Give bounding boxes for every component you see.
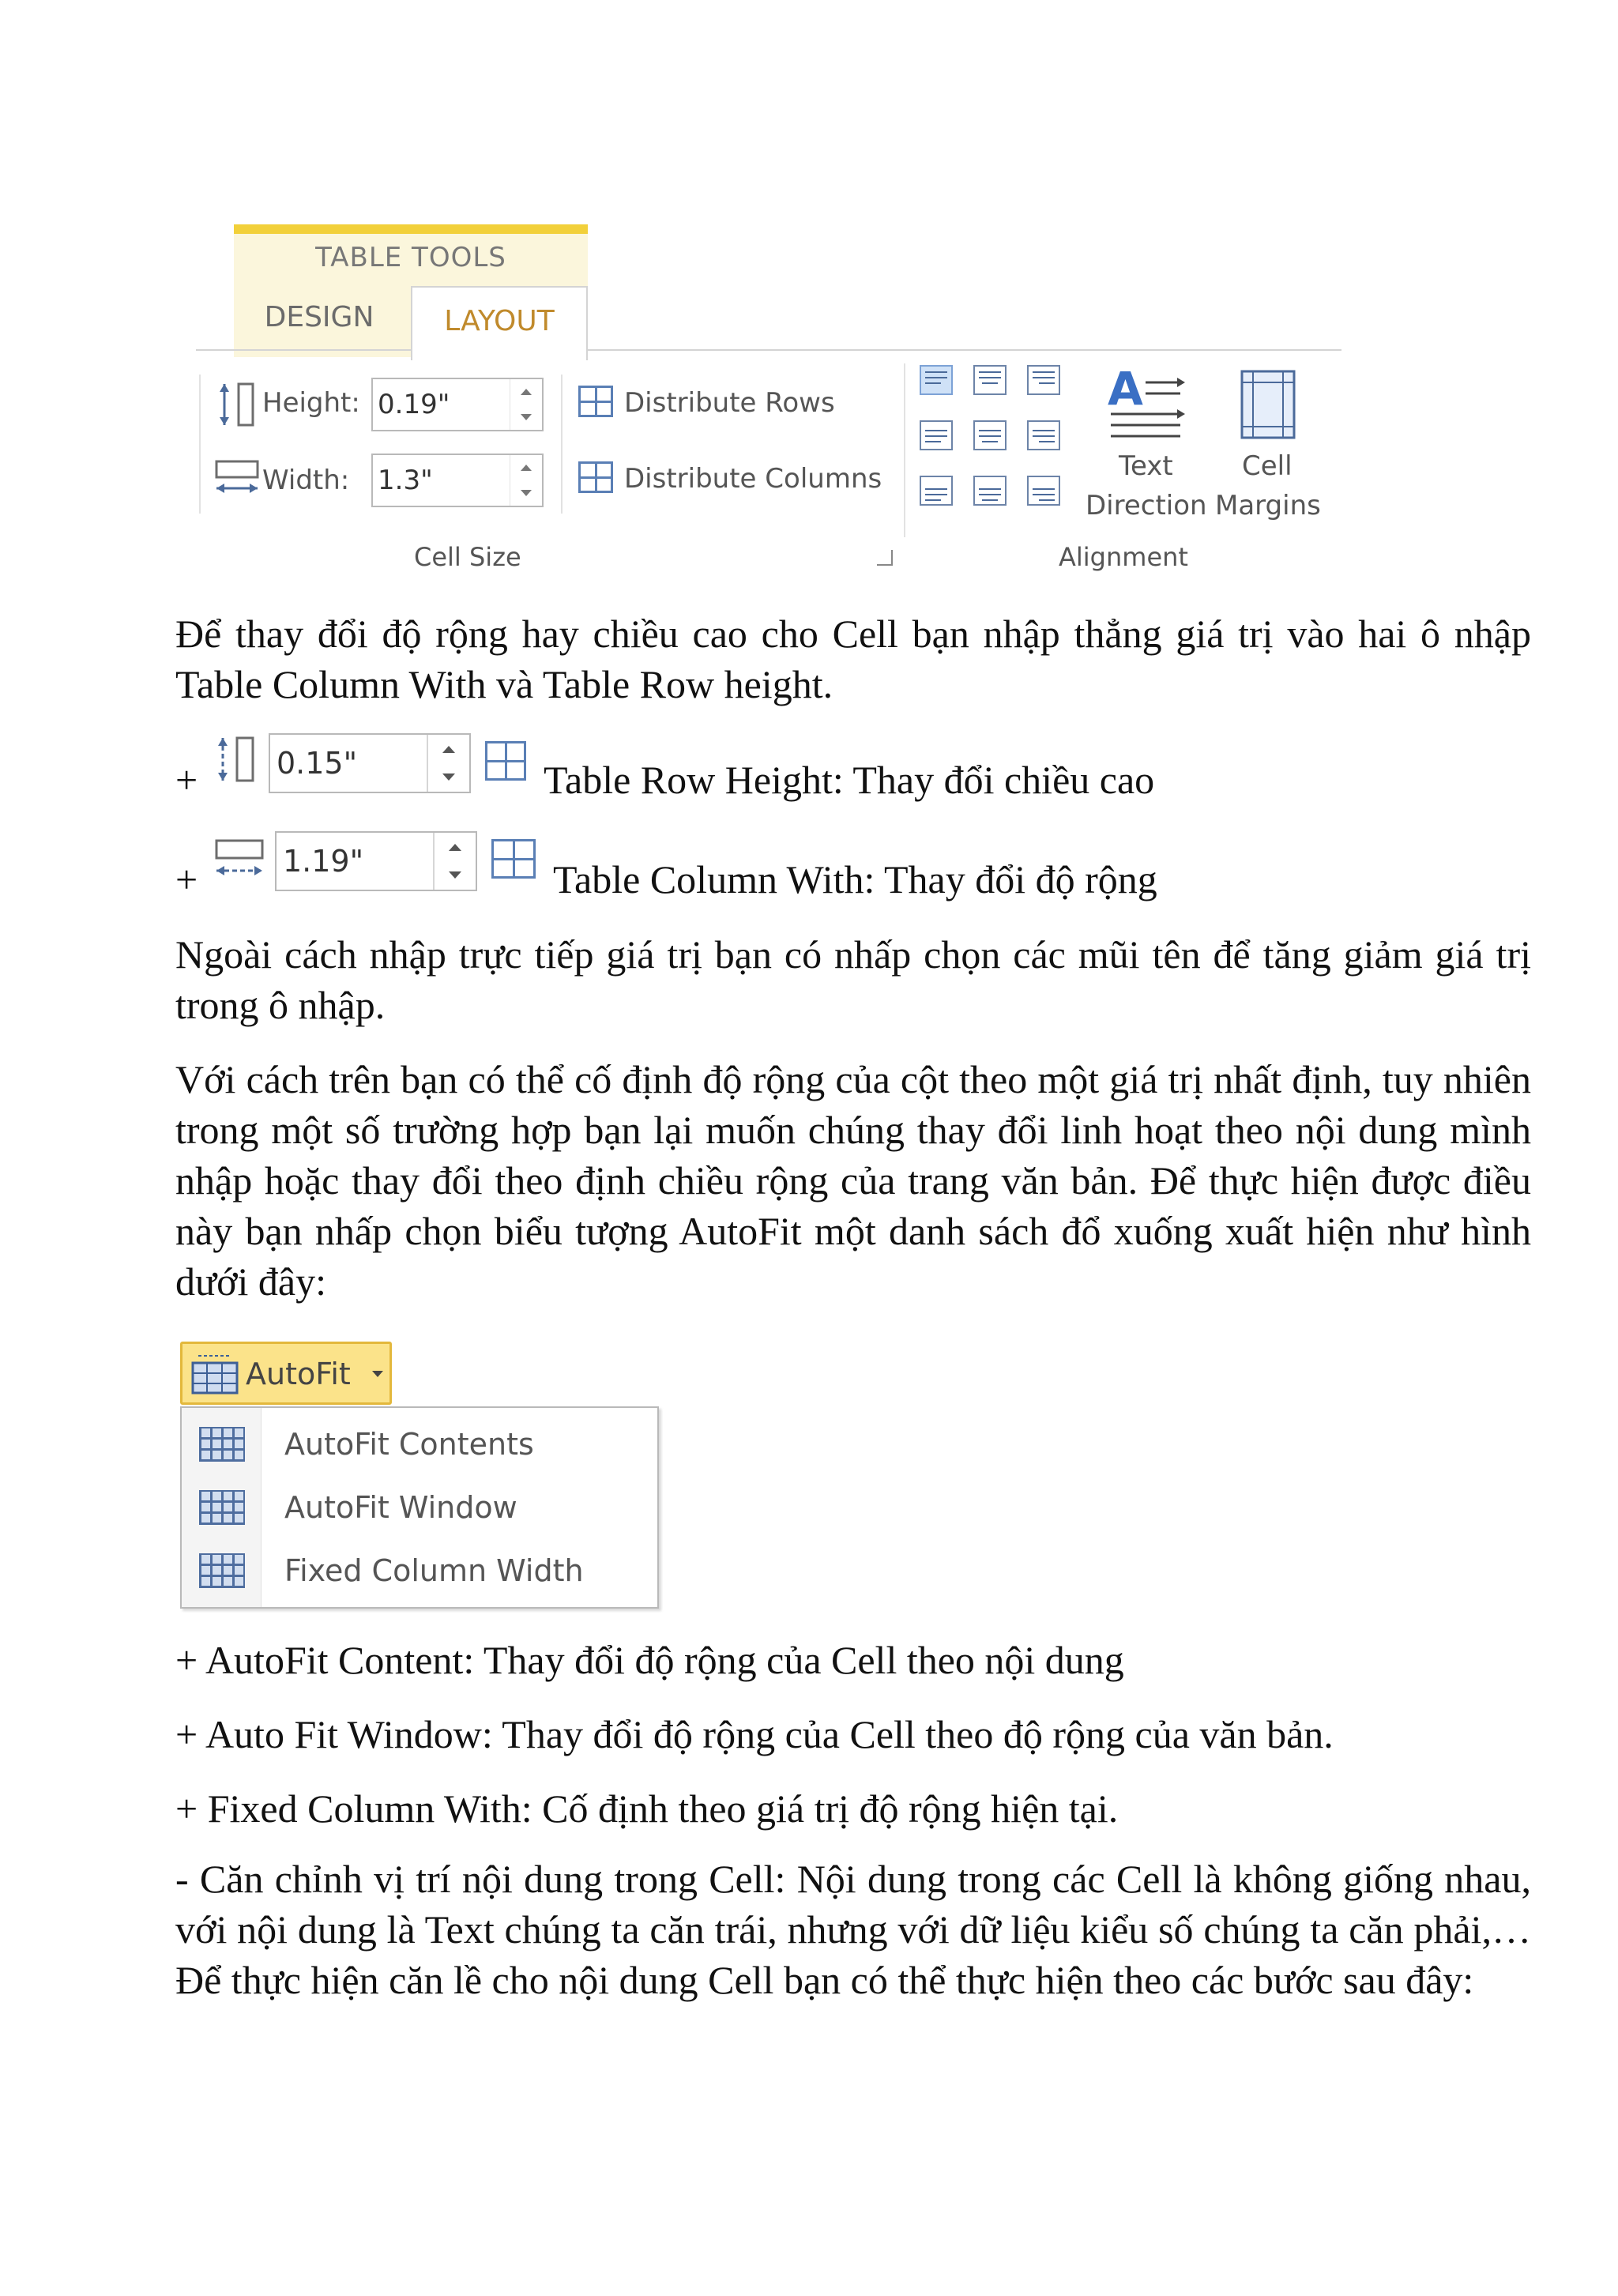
column-width-input[interactable] [275, 831, 477, 891]
text-direction-label-1: Text [1119, 450, 1173, 482]
svg-text:A: A [1108, 362, 1143, 416]
width-input[interactable] [371, 454, 544, 507]
distribute-columns-icon [578, 461, 613, 493]
group-separator [904, 363, 905, 537]
menu-item-label: Fixed Column Width [284, 1553, 584, 1588]
ribbon-divider [196, 349, 1341, 351]
autofit-contents-icon [199, 1427, 245, 1462]
paragraph-2: Ngoài cách nhập trực tiếp giá trị bạn có nhấp chọn các mũi tên để tăng giảm giá trị trong ô nhập. [175, 932, 1531, 1027]
column-width-value: 1.19" [283, 844, 364, 879]
cell-size-dialog-launcher[interactable] [877, 550, 893, 566]
autofit-window-icon [199, 1490, 245, 1525]
autofit-button[interactable] [180, 1342, 392, 1405]
align-top-left-button[interactable] [920, 365, 953, 395]
group-separator [561, 375, 563, 514]
align-middle-left-button[interactable] [920, 420, 953, 450]
height-input[interactable] [371, 378, 544, 431]
menu-item-autofit-contents[interactable] [182, 1413, 657, 1476]
column-width-description: Table Column With: Thay đổi độ rộng [553, 857, 1157, 901]
column-width-icon [213, 458, 261, 499]
distribute-rows-icon [485, 741, 526, 781]
align-top-center-button[interactable] [973, 365, 1007, 395]
align-bottom-right-button[interactable] [1027, 476, 1060, 506]
table-tools-label: TABLE TOOLS [315, 242, 506, 273]
menu-item-autofit-window[interactable] [182, 1476, 657, 1539]
bullet-autofit-content: + AutoFit Content: Thay đổi độ rộng của Cell theo nội dung [175, 1638, 1124, 1682]
distribute-rows-icon [578, 386, 613, 417]
tab-design[interactable]: DESIGN [264, 301, 374, 333]
height-spinner[interactable] [510, 379, 542, 430]
height-value: 0.19" [378, 389, 450, 420]
width-label: Width: [262, 465, 350, 496]
cell-size-group-label: Cell Size [414, 542, 521, 572]
align-middle-right-button[interactable] [1027, 420, 1060, 450]
group-separator [199, 375, 201, 514]
row-prefix: + [175, 758, 198, 802]
cell-margins-label-1: Cell [1242, 450, 1293, 482]
menu-item-label: AutoFit Contents [284, 1427, 534, 1462]
menu-item-fixed-column-width[interactable] [182, 1539, 657, 1602]
align-bottom-left-button[interactable] [920, 476, 953, 506]
width-spinner[interactable] [510, 455, 542, 506]
column-prefix: + [175, 857, 198, 901]
text-direction-icon[interactable] [1104, 362, 1191, 441]
column-width-spinner[interactable] [433, 833, 476, 890]
align-top-right-button[interactable] [1027, 365, 1060, 395]
row-height-icon [215, 381, 259, 428]
tab-layout[interactable]: LAYOUT [411, 286, 588, 360]
align-bottom-center-button[interactable] [973, 476, 1007, 506]
fixed-column-width-icon [199, 1553, 245, 1588]
width-value: 1.3" [378, 465, 433, 496]
bullet-autofit-window: + Auto Fit Window: Thay đổi độ rộng của Cell theo độ rộng của văn bản. [175, 1712, 1334, 1756]
table-tools-accent [234, 224, 588, 234]
paragraph-4: - Căn chỉnh vị trí nội dung trong Cell: Nội dung trong các Cell là không giống nhau, với nội dung là Text chúng ta căn trái, nhưng với dữ liệu kiểu số chúng ta căn phải,… Để thực hiện căn lề cho nội dung Cell bạn có thể thực hiện theo các bước sau đây: [175, 1857, 1531, 2002]
align-middle-center-button[interactable] [973, 420, 1007, 450]
alignment-group-label: Alignment [1059, 542, 1188, 572]
row-height-spinner[interactable] [427, 735, 469, 792]
height-label: Height: [262, 387, 360, 419]
row-height-input[interactable] [269, 733, 471, 793]
text-direction-label-2: Direction [1086, 490, 1207, 521]
ribbon-screenshot [196, 221, 1341, 585]
autofit-label: AutoFit [246, 1357, 351, 1391]
paragraph-1: Để thay đổi độ rộng hay chiều cao cho Cell bạn nhập thẳng giá trị vào hai ô nhập Table Column With và Table Row height. [175, 612, 1531, 706]
chevron-down-icon [372, 1371, 383, 1377]
menu-item-label: AutoFit Window [284, 1490, 517, 1525]
row-height-icon [212, 733, 262, 787]
bullet-fixed-column-width: + Fixed Column With: Cố định theo giá trị độ rộng hiện tại. [175, 1786, 1119, 1831]
distribute-columns-icon [491, 839, 536, 879]
autofit-dropdown-menu [180, 1406, 659, 1609]
column-width-icon [212, 836, 267, 883]
paragraph-3: Với cách trên bạn có thể cố định độ rộng của cột theo một giá trị nhất định, tuy nhiên trong một số trường hợp bạn lại muốn chúng thay đổi linh hoạt theo nội dung mình nhập hoặc thay đổi theo định chiều rộng của trang văn bản. Để thực hiện được điều này bạn nhấp chọn biểu tượng AutoFit một danh sách đổ xuống xuất hiện như hình dưới đây: [175, 1057, 1531, 1304]
cell-margins-label-2: Margins [1215, 490, 1321, 521]
row-height-description: Table Row Height: Thay đổi chiều cao [544, 758, 1155, 802]
cell-margins-icon[interactable] [1237, 367, 1300, 442]
autofit-icon [190, 1352, 239, 1396]
row-height-value: 0.15" [277, 746, 358, 781]
distribute-columns-button[interactable]: Distribute Columns [624, 463, 882, 495]
distribute-rows-button[interactable]: Distribute Rows [624, 387, 835, 419]
